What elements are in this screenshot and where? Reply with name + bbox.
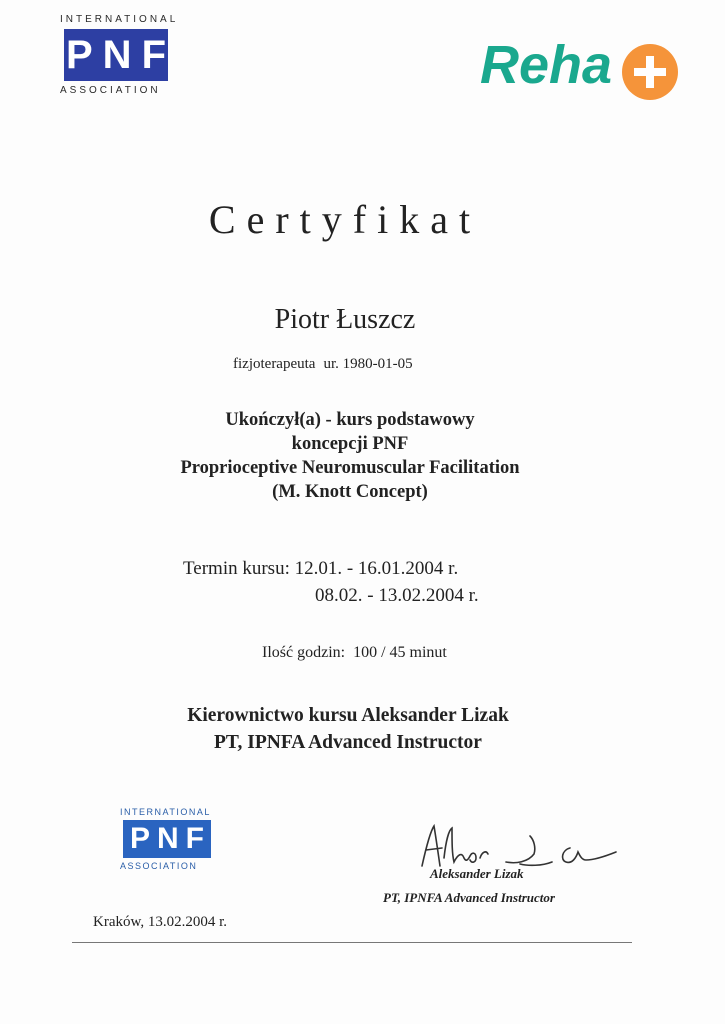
term-date: 12.01. - 16.01.2004 r.: [294, 558, 459, 579]
logo-pnf-box: [64, 29, 176, 81]
reha-logo-text: Reha: [480, 35, 613, 95]
course-line: Ukończył(a) - kurs podstawowy: [225, 410, 475, 430]
pnf-association-logo: [60, 14, 179, 96]
place-and-date: Kraków, 13.02.2004 r.: [93, 914, 228, 930]
hours-label: Ilość godzin:: [262, 644, 346, 661]
course-description: [0, 408, 700, 504]
course-director: [0, 702, 696, 756]
course-term: [183, 555, 479, 609]
recipient-profession: [233, 356, 413, 373]
certificate-title: Certyfikat: [208, 197, 482, 242]
director-line: Kierownictwo kursu Aleksander Lizak: [187, 705, 509, 726]
course-line: koncepcji PNF: [291, 434, 409, 454]
logo-pnf-box: [123, 820, 211, 858]
term-label: Termin kursu:: [183, 558, 290, 579]
course-hours: [262, 644, 447, 662]
logo-pnf-mark: PNF: [66, 32, 176, 77]
bottom-divider: [72, 942, 632, 943]
term-date: 08.02. - 13.02.2004 r.: [315, 585, 479, 606]
pnf-association-logo-small: [120, 807, 216, 871]
hours-value: 100 / 45 minut: [353, 644, 447, 661]
signatory-name: Aleksander Lizak: [430, 866, 524, 881]
course-line: (M. Knott Concept): [272, 482, 428, 502]
reha-plus-logo: [478, 26, 688, 106]
birth-date: ur. 1980-01-05: [323, 356, 413, 372]
logo-association-text: ASSOCIATION: [120, 861, 198, 871]
director-title: PT, IPNFA Advanced Instructor: [214, 732, 482, 753]
logo-international-text: INTERNATIONAL: [120, 807, 211, 817]
profession-text: fizjoterapeuta: [233, 356, 316, 372]
course-line: Proprioceptive Neuromuscular Facilitation: [180, 458, 520, 478]
logo-association-text: ASSOCIATION: [60, 85, 161, 96]
logo-pnf-mark: PNF: [130, 822, 211, 855]
logo-international-text: INTERNATIONAL: [60, 14, 179, 25]
recipient-name: Piotr Łuszcz: [274, 304, 416, 335]
signatory-title: PT, IPNFA Advanced Instructor: [383, 890, 555, 905]
